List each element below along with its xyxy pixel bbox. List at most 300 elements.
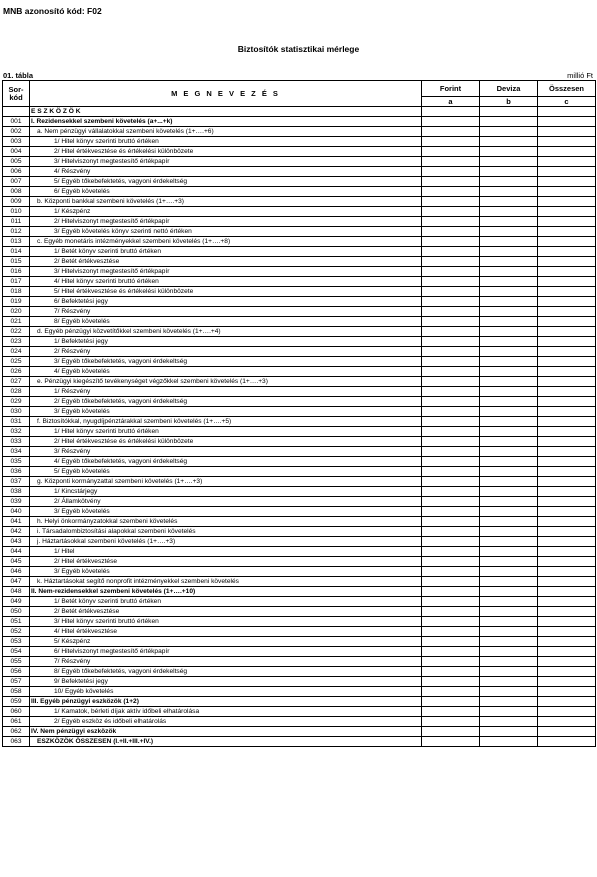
table-row xyxy=(3,447,596,457)
row-label: 2/ Hitel értékvesztése xyxy=(30,557,422,567)
cell-forint[interactable] xyxy=(422,497,480,507)
row-code: 003 xyxy=(3,137,30,147)
table-row xyxy=(3,657,596,667)
cell-deviza[interactable] xyxy=(480,397,538,407)
row-code: 017 xyxy=(3,277,30,287)
table-row xyxy=(3,207,596,217)
table-row xyxy=(3,267,596,277)
cell-osszesen[interactable] xyxy=(538,217,596,227)
cell-deviza[interactable] xyxy=(480,117,538,127)
row-code: 006 xyxy=(3,167,30,177)
cell-deviza[interactable] xyxy=(480,537,538,547)
cell-forint[interactable] xyxy=(422,147,480,157)
row-label: 8/ Egyéb követelés xyxy=(30,317,422,327)
row-code: 053 xyxy=(3,637,30,647)
cell-osszesen[interactable] xyxy=(538,287,596,297)
cell-forint[interactable] xyxy=(422,577,480,587)
cell-osszesen[interactable] xyxy=(538,357,596,367)
cell-deviza[interactable] xyxy=(480,357,538,367)
cell-forint[interactable] xyxy=(422,117,480,127)
cell-forint[interactable] xyxy=(422,517,480,527)
cell-deviza[interactable] xyxy=(480,467,538,477)
cell-forint[interactable] xyxy=(422,447,480,457)
row-label: b. Központi bankkal szembeni követelés (1+….+3) xyxy=(30,197,422,207)
cell-osszesen[interactable] xyxy=(538,227,596,237)
cell-osszesen[interactable] xyxy=(538,487,596,497)
cell-deviza[interactable] xyxy=(480,657,538,667)
row-label: 4/ Egyéb követelés xyxy=(30,367,422,377)
row-label: 3/ Hitelviszonyt megtestesítő értékpapír xyxy=(30,157,422,167)
cell-forint[interactable] xyxy=(422,457,480,467)
row-label: IV. Nem pénzügyi eszközök xyxy=(30,727,422,737)
cell-deviza[interactable] xyxy=(480,407,538,417)
row-code: 005 xyxy=(3,157,30,167)
cell-osszesen[interactable] xyxy=(538,267,596,277)
table-row xyxy=(3,577,596,587)
row-label: 7/ Részvény xyxy=(30,307,422,317)
cell-osszesen[interactable] xyxy=(538,197,596,207)
cell-osszesen[interactable] xyxy=(538,657,596,667)
cell-osszesen[interactable] xyxy=(538,677,596,687)
cell-deviza[interactable] xyxy=(480,297,538,307)
cell-deviza[interactable] xyxy=(480,717,538,727)
table-row xyxy=(3,217,596,227)
cell-deviza[interactable] xyxy=(480,377,538,387)
cell-deviza[interactable] xyxy=(480,337,538,347)
cell-deviza[interactable] xyxy=(480,287,538,297)
cell-forint[interactable] xyxy=(422,177,480,187)
cell-osszesen[interactable] xyxy=(538,727,596,737)
row-code: 023 xyxy=(3,337,30,347)
row-label: 3/ Egyéb tőkebefektetés, vagyoni érdekeltség xyxy=(30,357,422,367)
cell-osszesen[interactable] xyxy=(538,127,596,137)
cell-forint[interactable] xyxy=(422,237,480,247)
cell-deviza[interactable] xyxy=(480,727,538,737)
cell-forint[interactable] xyxy=(422,527,480,537)
cell-forint[interactable] xyxy=(422,737,480,747)
cell-forint[interactable] xyxy=(422,617,480,627)
cell-forint[interactable] xyxy=(422,437,480,447)
cell-deviza[interactable] xyxy=(480,677,538,687)
cell-deviza[interactable] xyxy=(480,257,538,267)
table-number: 01. tábla xyxy=(3,71,34,80)
row-code: 047 xyxy=(3,577,30,587)
cell-deviza[interactable] xyxy=(480,577,538,587)
row-label: 4/ Egyéb tőkebefektetés, vagyoni érdekeltség xyxy=(30,457,422,467)
cell-osszesen[interactable] xyxy=(538,367,596,377)
cell-deviza[interactable] xyxy=(480,137,538,147)
cell-forint[interactable] xyxy=(422,347,480,357)
cell-osszesen[interactable] xyxy=(538,667,596,677)
row-code: 045 xyxy=(3,557,30,567)
cell-forint[interactable] xyxy=(422,297,480,307)
table-row xyxy=(3,287,596,297)
cell-osszesen[interactable] xyxy=(538,607,596,617)
cell-deviza[interactable] xyxy=(480,607,538,617)
row-label: 2/ Egyéb eszköz és időbeli elhatárolás xyxy=(30,717,422,727)
table-row xyxy=(3,137,596,147)
cell-deviza[interactable] xyxy=(480,507,538,517)
cell-deviza[interactable] xyxy=(480,737,538,747)
cell-forint[interactable] xyxy=(422,427,480,437)
cell-deviza[interactable] xyxy=(480,587,538,597)
row-label: g. Központi kormányzattal szembeni követelés (1+….+3) xyxy=(30,477,422,487)
table-row xyxy=(3,147,596,157)
row-label: f. Biztosítókkal, nyugdíjpénztárakkal szembeni követelés (1+….+5) xyxy=(30,417,422,427)
row-label: 3/ Egyéb követelés xyxy=(30,507,422,517)
cell-deviza[interactable] xyxy=(480,367,538,377)
cell-osszesen[interactable] xyxy=(538,107,596,117)
cell-osszesen[interactable] xyxy=(538,397,596,407)
cell-deviza[interactable] xyxy=(480,637,538,647)
cell-forint[interactable] xyxy=(422,627,480,637)
row-label: 9/ Befektetési jegy xyxy=(30,677,422,687)
row-label: 2/ Egyéb tőkebefektetés, vagyoni érdekeltség xyxy=(30,397,422,407)
table-row xyxy=(3,427,596,437)
cell-forint[interactable] xyxy=(422,207,480,217)
cell-forint[interactable] xyxy=(422,357,480,367)
table-row xyxy=(3,707,596,717)
row-code: 061 xyxy=(3,717,30,727)
cell-forint[interactable] xyxy=(422,197,480,207)
cell-forint[interactable] xyxy=(422,707,480,717)
cell-forint[interactable] xyxy=(422,547,480,557)
cell-deviza[interactable] xyxy=(480,267,538,277)
cell-deviza[interactable] xyxy=(480,627,538,637)
cell-osszesen[interactable] xyxy=(538,167,596,177)
table-row xyxy=(3,497,596,507)
row-label: 6/ Hitelviszonyt megtestesítő értékpapír xyxy=(30,647,422,657)
cell-deviza[interactable] xyxy=(480,647,538,657)
row-code xyxy=(3,107,30,117)
cell-osszesen[interactable] xyxy=(538,697,596,707)
cell-forint[interactable] xyxy=(422,157,480,167)
cell-osszesen[interactable] xyxy=(538,447,596,457)
cell-osszesen[interactable] xyxy=(538,597,596,607)
cell-forint[interactable] xyxy=(422,717,480,727)
cell-deviza[interactable] xyxy=(480,307,538,317)
cell-osszesen[interactable] xyxy=(538,337,596,347)
cell-forint[interactable] xyxy=(422,107,480,117)
row-label: E S Z K Ö Z Ö K xyxy=(30,107,422,117)
row-code: 029 xyxy=(3,397,30,407)
cell-deviza[interactable] xyxy=(480,457,538,467)
cell-forint[interactable] xyxy=(422,477,480,487)
header-col-b: b xyxy=(480,97,538,107)
cell-forint[interactable] xyxy=(422,667,480,677)
cell-osszesen[interactable] xyxy=(538,247,596,257)
cell-osszesen[interactable] xyxy=(538,427,596,437)
cell-osszesen[interactable] xyxy=(538,707,596,717)
row-code: 034 xyxy=(3,447,30,457)
cell-deviza[interactable] xyxy=(480,547,538,557)
table-row xyxy=(3,377,596,387)
cell-forint[interactable] xyxy=(422,647,480,657)
cell-forint[interactable] xyxy=(422,387,480,397)
cell-osszesen[interactable] xyxy=(538,507,596,517)
cell-forint[interactable] xyxy=(422,257,480,267)
cell-forint[interactable] xyxy=(422,607,480,617)
row-label: 2/ Betét értékvesztése xyxy=(30,257,422,267)
row-code: 030 xyxy=(3,407,30,417)
row-code: 055 xyxy=(3,657,30,667)
table-row xyxy=(3,187,596,197)
cell-osszesen[interactable] xyxy=(538,637,596,647)
cell-osszesen[interactable] xyxy=(538,627,596,637)
row-code: 035 xyxy=(3,457,30,467)
cell-deviza[interactable] xyxy=(480,527,538,537)
page-title: Biztosítók statisztikai mérlege xyxy=(237,44,360,54)
table-row xyxy=(3,627,596,637)
cell-deviza[interactable] xyxy=(480,227,538,237)
row-label: 1/ Befektetési jegy xyxy=(30,337,422,347)
cell-forint[interactable] xyxy=(422,407,480,417)
row-code: 014 xyxy=(3,247,30,257)
row-code: 028 xyxy=(3,387,30,397)
cell-deviza[interactable] xyxy=(480,477,538,487)
cell-forint[interactable] xyxy=(422,217,480,227)
row-label: d. Egyéb pénzügyi közvetítőkkel szembeni követelés (1+….+4) xyxy=(30,327,422,337)
cell-forint[interactable] xyxy=(422,557,480,567)
cell-deviza[interactable] xyxy=(480,317,538,327)
cell-osszesen[interactable] xyxy=(538,327,596,337)
cell-osszesen[interactable] xyxy=(538,457,596,467)
cell-osszesen[interactable] xyxy=(538,117,596,127)
row-code: 046 xyxy=(3,567,30,577)
row-code: 031 xyxy=(3,417,30,427)
table-row xyxy=(3,647,596,657)
row-label: ESZKÖZÖK ÖSSZESEN (I.+II.+III.+IV.) xyxy=(30,737,422,747)
cell-forint[interactable] xyxy=(422,287,480,297)
table-row xyxy=(3,127,596,137)
cell-osszesen[interactable] xyxy=(538,187,596,197)
cell-forint[interactable] xyxy=(422,467,480,477)
cell-deviza[interactable] xyxy=(480,157,538,167)
cell-forint[interactable] xyxy=(422,537,480,547)
row-label: 3/ Részvény xyxy=(30,447,422,457)
row-code: 039 xyxy=(3,497,30,507)
table-row xyxy=(3,277,596,287)
row-label: a. Nem pénzügyi vállalatokkal szembeni követelés (1+….+6) xyxy=(30,127,422,137)
row-code: 038 xyxy=(3,487,30,497)
row-code: 009 xyxy=(3,197,30,207)
row-label: 2/ Hitelviszonyt megtestesítő értékpapír xyxy=(30,217,422,227)
row-label: 3/ Hitel könyv szerinti bruttó értéken xyxy=(30,617,422,627)
cell-deviza[interactable] xyxy=(480,447,538,457)
cell-deviza[interactable] xyxy=(480,517,538,527)
cell-forint[interactable] xyxy=(422,727,480,737)
cell-forint[interactable] xyxy=(422,277,480,287)
cell-deviza[interactable] xyxy=(480,617,538,627)
cell-forint[interactable] xyxy=(422,267,480,277)
cell-forint[interactable] xyxy=(422,367,480,377)
cell-forint[interactable] xyxy=(422,597,480,607)
table-row xyxy=(3,167,596,177)
row-code: 051 xyxy=(3,617,30,627)
cell-osszesen[interactable] xyxy=(538,467,596,477)
table-row xyxy=(3,237,596,247)
cell-osszesen[interactable] xyxy=(538,297,596,307)
cell-osszesen[interactable] xyxy=(538,207,596,217)
row-label: 5/ Hitel értékvesztése és értékelési különbözete xyxy=(30,287,422,297)
row-code: 021 xyxy=(3,317,30,327)
table-row xyxy=(3,557,596,567)
cell-osszesen[interactable] xyxy=(538,617,596,627)
cell-osszesen[interactable] xyxy=(538,437,596,447)
cell-deviza[interactable] xyxy=(480,217,538,227)
cell-osszesen[interactable] xyxy=(538,737,596,747)
cell-forint[interactable] xyxy=(422,227,480,237)
header-forint: Forint xyxy=(422,81,480,97)
cell-osszesen[interactable] xyxy=(538,307,596,317)
cell-osszesen[interactable] xyxy=(538,557,596,567)
cell-deviza[interactable] xyxy=(480,197,538,207)
row-code: 012 xyxy=(3,227,30,237)
cell-osszesen[interactable] xyxy=(538,377,596,387)
cell-osszesen[interactable] xyxy=(538,177,596,187)
table-row xyxy=(3,727,596,737)
cell-deviza[interactable] xyxy=(480,127,538,137)
cell-forint[interactable] xyxy=(422,567,480,577)
cell-osszesen[interactable] xyxy=(538,647,596,657)
header-sorkod xyxy=(3,81,30,107)
cell-forint[interactable] xyxy=(422,697,480,707)
cell-osszesen[interactable] xyxy=(538,717,596,727)
cell-osszesen[interactable] xyxy=(538,387,596,397)
table-row xyxy=(3,107,596,117)
table-row xyxy=(3,517,596,527)
cell-forint[interactable] xyxy=(422,687,480,697)
row-label: 2/ Hitel értékvesztése és értékelési különbözete xyxy=(30,437,422,447)
cell-deviza[interactable] xyxy=(480,237,538,247)
cell-deviza[interactable] xyxy=(480,187,538,197)
cell-forint[interactable] xyxy=(422,307,480,317)
cell-osszesen[interactable] xyxy=(538,587,596,597)
row-code: 025 xyxy=(3,357,30,367)
row-label: c. Egyéb monetáris intézményekkel szembeni követelés (1+….+8) xyxy=(30,237,422,247)
cell-deviza[interactable] xyxy=(480,707,538,717)
table-row xyxy=(3,197,596,207)
cell-deviza[interactable] xyxy=(480,487,538,497)
cell-osszesen[interactable] xyxy=(538,417,596,427)
header-col-c: c xyxy=(538,97,596,107)
cell-osszesen[interactable] xyxy=(538,157,596,167)
table-row xyxy=(3,587,596,597)
row-label: e. Pénzügyi kiegészítő tevékenységet végzőkkel szembeni követelés (1+….+3) xyxy=(30,377,422,387)
cell-deviza[interactable] xyxy=(480,497,538,507)
cell-osszesen[interactable] xyxy=(538,147,596,157)
cell-forint[interactable] xyxy=(422,657,480,667)
row-code: 004 xyxy=(3,147,30,157)
cell-osszesen[interactable] xyxy=(538,317,596,327)
cell-deviza[interactable] xyxy=(480,387,538,397)
cell-forint[interactable] xyxy=(422,127,480,137)
row-label: 4/ Részvény xyxy=(30,167,422,177)
cell-osszesen[interactable] xyxy=(538,567,596,577)
cell-osszesen[interactable] xyxy=(538,237,596,247)
row-code: 043 xyxy=(3,537,30,547)
cell-forint[interactable] xyxy=(422,397,480,407)
cell-deviza[interactable] xyxy=(480,687,538,697)
row-label: j. Háztartásokkal szembeni követelés (1+….+3) xyxy=(30,537,422,547)
table-row xyxy=(3,157,596,167)
cell-deviza[interactable] xyxy=(480,147,538,157)
cell-forint[interactable] xyxy=(422,167,480,177)
cell-deviza[interactable] xyxy=(480,557,538,567)
cell-forint[interactable] xyxy=(422,507,480,517)
cell-osszesen[interactable] xyxy=(538,497,596,507)
table-row xyxy=(3,637,596,647)
cell-deviza[interactable] xyxy=(480,327,538,337)
cell-deviza[interactable] xyxy=(480,107,538,117)
cell-forint[interactable] xyxy=(422,677,480,687)
cell-osszesen[interactable] xyxy=(538,517,596,527)
cell-osszesen[interactable] xyxy=(538,547,596,557)
cell-forint[interactable] xyxy=(422,247,480,257)
cell-forint[interactable] xyxy=(422,317,480,327)
table-row xyxy=(3,347,596,357)
row-label: 4/ Hitel értékvesztése xyxy=(30,627,422,637)
row-label: 2/ Államkötvény xyxy=(30,497,422,507)
cell-deviza[interactable] xyxy=(480,347,538,357)
cell-forint[interactable] xyxy=(422,587,480,597)
cell-osszesen[interactable] xyxy=(538,137,596,147)
cell-deviza[interactable] xyxy=(480,667,538,677)
cell-forint[interactable] xyxy=(422,377,480,387)
cell-osszesen[interactable] xyxy=(538,477,596,487)
cell-osszesen[interactable] xyxy=(538,527,596,537)
cell-deviza[interactable] xyxy=(480,437,538,447)
cell-forint[interactable] xyxy=(422,327,480,337)
row-code: 013 xyxy=(3,237,30,247)
cell-deviza[interactable] xyxy=(480,567,538,577)
table-row xyxy=(3,697,596,707)
row-code: 042 xyxy=(3,527,30,537)
row-code: 058 xyxy=(3,687,30,697)
cell-deviza[interactable] xyxy=(480,177,538,187)
table-row xyxy=(3,387,596,397)
cell-forint[interactable] xyxy=(422,487,480,497)
cell-osszesen[interactable] xyxy=(538,347,596,357)
row-code: 027 xyxy=(3,377,30,387)
cell-osszesen[interactable] xyxy=(538,257,596,267)
cell-deviza[interactable] xyxy=(480,597,538,607)
cell-osszesen[interactable] xyxy=(538,277,596,287)
cell-osszesen[interactable] xyxy=(538,577,596,587)
cell-deviza[interactable] xyxy=(480,207,538,217)
cell-deviza[interactable] xyxy=(480,417,538,427)
cell-osszesen[interactable] xyxy=(538,687,596,697)
cell-deviza[interactable] xyxy=(480,247,538,257)
cell-deviza[interactable] xyxy=(480,167,538,177)
cell-deviza[interactable] xyxy=(480,277,538,287)
cell-forint[interactable] xyxy=(422,187,480,197)
cell-deviza[interactable] xyxy=(480,427,538,437)
cell-forint[interactable] xyxy=(422,417,480,427)
cell-forint[interactable] xyxy=(422,137,480,147)
table-row xyxy=(3,687,596,697)
header-sor-line1: Sor- xyxy=(8,84,24,94)
table-row xyxy=(3,507,596,517)
cell-osszesen[interactable] xyxy=(538,537,596,547)
row-label: 5/ Egyéb tőkebefektetés, vagyoni érdekeltség xyxy=(30,177,422,187)
cell-osszesen[interactable] xyxy=(538,407,596,417)
cell-forint[interactable] xyxy=(422,637,480,647)
cell-deviza[interactable] xyxy=(480,697,538,707)
cell-forint[interactable] xyxy=(422,337,480,347)
table-row xyxy=(3,417,596,427)
table-row xyxy=(3,117,596,127)
